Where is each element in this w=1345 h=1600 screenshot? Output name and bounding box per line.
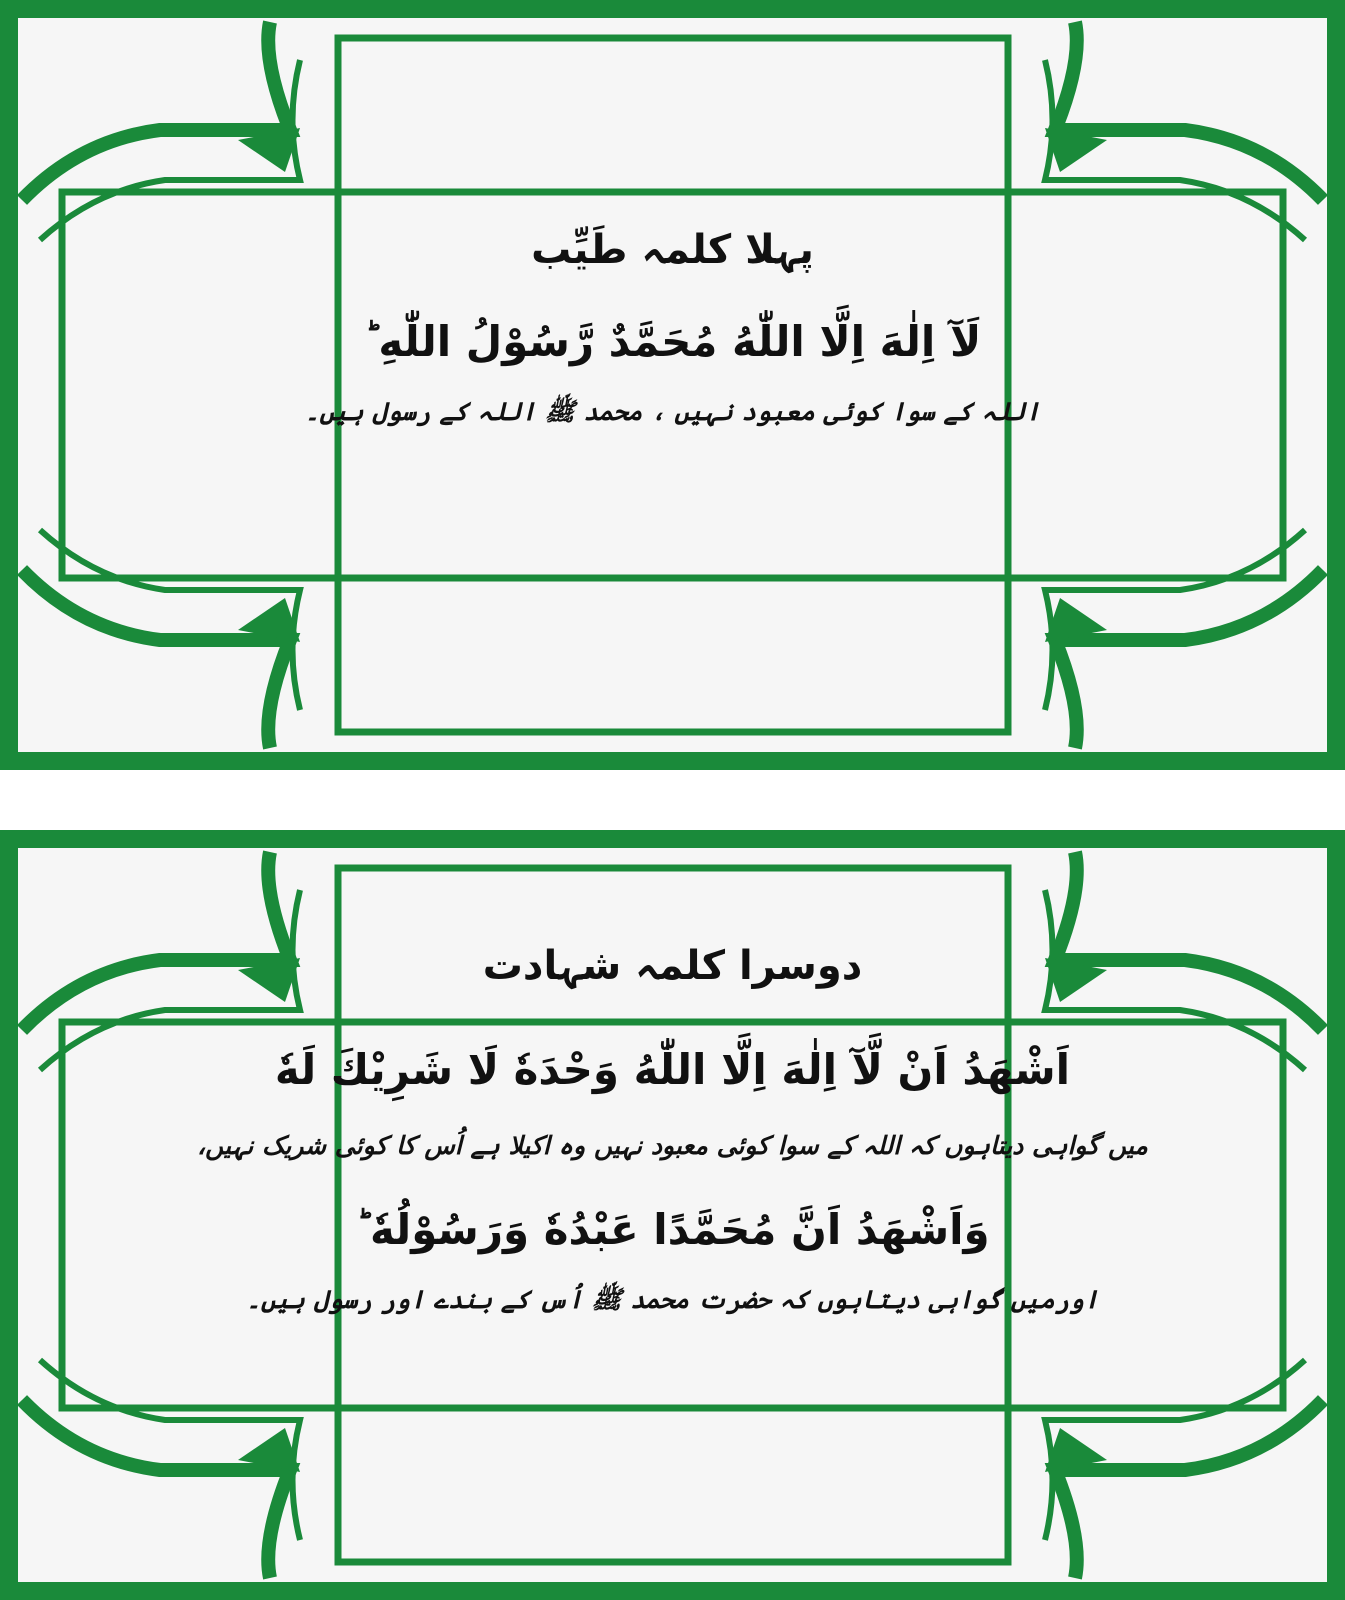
arabic-line: لَآ اِلٰهَ اِلَّا اللّٰهُ مُحَمَّدٌ رَّسُوْلُ اللّٰهِ ؕ bbox=[363, 317, 982, 366]
kalima-title: پہلا کلمہ طَیِّب bbox=[531, 227, 814, 273]
arabic-line: وَاَشْهَدُ اَنَّ مُحَمَّدًا عَبْدُهٗ وَرَسُوْلُهٗ ؕ bbox=[355, 1205, 990, 1254]
kalima-card-second bbox=[0, 830, 1345, 1600]
urdu-translation: اللہ کے سوا کوئی معبود نہیں ، محمد ﷺ اللہ کے رسول ہیں۔ bbox=[304, 397, 1041, 426]
urdu-translation: میں گواہی دیتاہوں کہ اللہ کے سوا کوئی معبود نہیں وہ اکیلا ہے اُس کا کوئی شریک نہیں، bbox=[197, 1131, 1148, 1160]
kalima-content bbox=[0, 222, 1345, 432]
kalima-title: دوسرا کلمہ شہادت bbox=[482, 943, 863, 989]
kalima-card-first bbox=[0, 0, 1345, 770]
arabic-line: اَشْهَدُ اَنْ لَّآ اِلٰهَ اِلَّا اللّٰهُ وَحْدَهٗ لَا شَرِيْكَ لَهٗ bbox=[274, 1045, 1071, 1094]
kalima-content bbox=[0, 938, 1345, 1320]
urdu-translation: اورمیں گواہی دیتاہوں کہ حضرت محمد ﷺ اُس کے بندے اور رسول ہیں۔ bbox=[246, 1285, 1099, 1314]
